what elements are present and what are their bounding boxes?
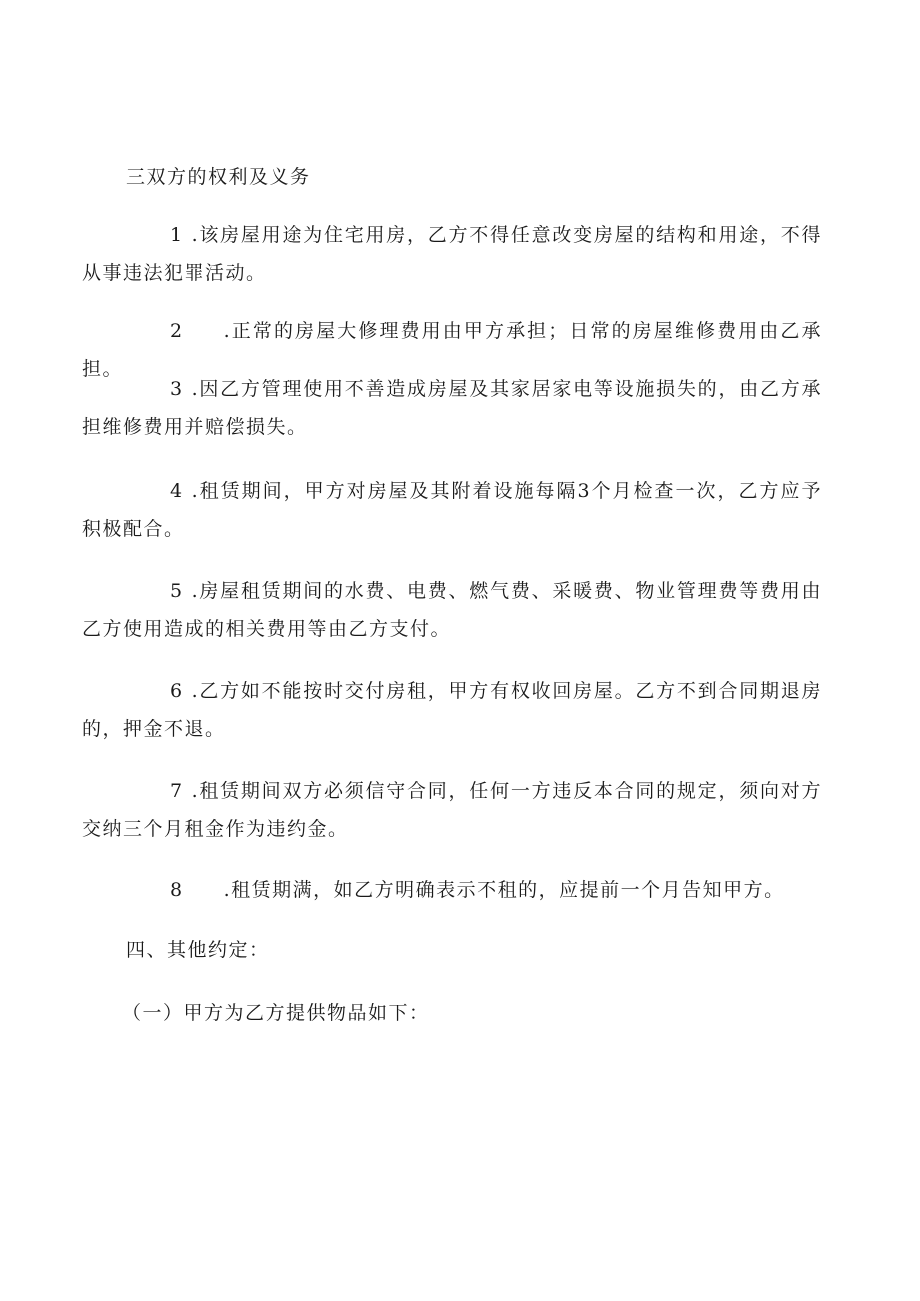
- clause-number: 5: [170, 580, 184, 602]
- section-heading-other: 四、其他约定：: [126, 939, 270, 961]
- sub-heading-items: （一）甲方为乙方提供物品如下：: [122, 1002, 430, 1024]
- clause-text: .租赁期间，甲方对房屋及其附着设施每隔3个月检查一次，乙方应予积极配合。: [82, 480, 822, 540]
- clause-1: [82, 216, 822, 292]
- clause-5: [82, 572, 822, 648]
- clause-number: 4: [170, 480, 184, 502]
- clause-8: [82, 871, 822, 909]
- clause-text: .房屋租赁期间的水费、电费、燃气费、采暖费、物业管理费等费用由乙方使用造成的相关费用等由乙方支付。: [82, 580, 822, 640]
- clause-number: 1: [170, 224, 184, 246]
- clause-text: .因乙方管理使用不善造成房屋及其家居家电等设施损失的，由乙方承担维修费用并赔偿损失。: [82, 378, 822, 438]
- clause-number: 6: [170, 680, 184, 702]
- clause-6: [82, 672, 822, 748]
- clause-3: [82, 370, 822, 446]
- clause-number: 3: [170, 378, 184, 400]
- clause-text: .租赁期满，如乙方明确表示不租的，应提前一个月告知甲方。: [223, 879, 785, 901]
- clause-text: .正常的房屋大修理费用由甲方承担；日常的房屋维修费用由乙承担。: [82, 320, 822, 380]
- clause-number: 7: [170, 780, 184, 802]
- clause-number: 2: [170, 320, 184, 342]
- clause-4: [82, 472, 822, 548]
- clause-text: .租赁期间双方必须信守合同，任何一方违反本合同的规定，须向对方交纳三个月租金作为违约金。: [82, 780, 822, 840]
- clause-number: 8: [170, 879, 184, 901]
- clause-7: [82, 772, 822, 848]
- clause-text: .该房屋用途为住宅用房，乙方不得任意改变房屋的结构和用途，不得从事违法犯罪活动。: [82, 224, 822, 284]
- section-heading-rights: 三双方的权利及义务: [126, 166, 311, 188]
- clause-text: .乙方如不能按时交付房租，甲方有权收回房屋。乙方不到合同期退房的，押金不退。: [82, 680, 822, 740]
